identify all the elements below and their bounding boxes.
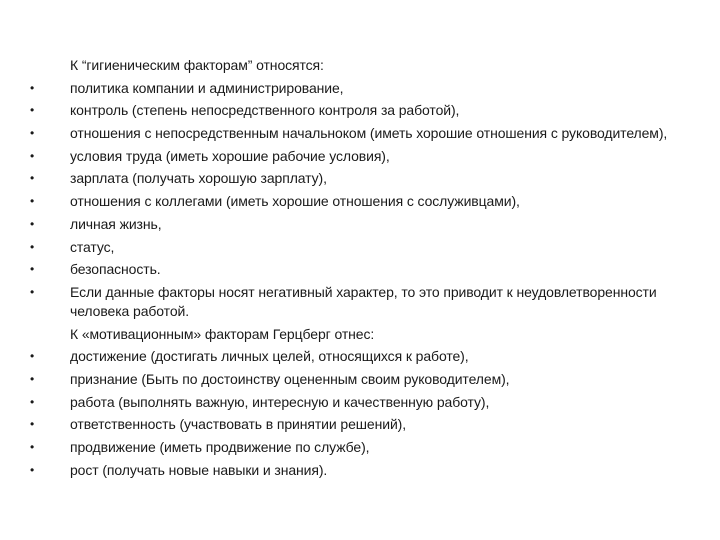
list-item [30,79,690,98]
list-item [30,461,690,480]
list-item [30,370,690,389]
bullet-icon: • [30,262,35,277]
bullet-icon: • [30,80,35,95]
bullet-icon: • [30,148,35,163]
list-item-text: статус, [70,238,115,255]
bullet-icon: • [30,216,35,231]
list-item-text: безопасность. [70,261,161,278]
list-item [30,147,690,166]
paragraph-text: К «мотивационным» факторам Герцберг отнес: [70,325,375,342]
list-item-text: признание (Быть по достоинству оцененным своим руководителем), [70,370,510,387]
list-item [30,415,690,434]
bullet-icon: • [30,462,35,477]
list-item [30,215,690,234]
list-item-text: зарплата (получать хорошую зарплату), [70,170,327,187]
bullet-icon: • [30,239,35,254]
list-item-text: отношения с непосредственным начальноком (иметь хорошие отношения с руководителем), [70,125,668,142]
list-item-text: отношения с коллегами (иметь хорошие отношения с сослуживцами), [70,193,520,210]
bullet-icon: • [30,371,35,386]
paragraph-text: К “гигиеническим факторам” относятся: [70,57,324,73]
slide-body [30,56,690,483]
list-item-text: продвижение (иметь продвижение по службе), [70,439,370,455]
list-item [30,192,690,211]
bullet-icon: • [30,284,35,299]
list-item-text: контроль (степень непосредственного контроля за работой), [70,102,460,119]
list-item-text: личная жизнь, [70,215,162,232]
paragraph [30,56,690,75]
list-item [30,438,690,457]
list-item-text: политика компании и администрирование, [70,79,344,96]
bullet-icon: • [30,194,35,209]
bullet-icon: • [30,394,35,409]
bullet-icon: • [30,103,35,118]
list-item [30,347,690,366]
bullet-icon: • [30,440,35,454]
list-item [30,393,690,412]
list-item [30,124,690,143]
list-item-text: работа (выполнять важную, интересную и качественную работу), [70,393,490,410]
paragraph [30,325,690,344]
list-item [30,260,690,279]
list-item [30,283,690,321]
bullet-icon: • [30,126,35,141]
list-item-text: условия труда (иметь хорошие рабочие условия), [70,147,390,164]
list-item-text: достижение (достигать личных целей, относящихся к работе), [70,348,469,365]
list-item-text: Если данные факторы носят негативный характер, то это приводит к неудовлетворенности человека работой. [70,283,657,319]
bullet-icon: • [30,349,35,364]
list-item-text: ответственность (участвовать в принятии решений), [70,416,407,433]
list-item [30,238,690,257]
bullet-icon: • [30,171,35,186]
bullet-icon: • [30,417,35,432]
list-item [30,101,690,120]
list-item-text: рост (получать новые навыки и знания). [70,461,328,478]
list-item [30,169,690,188]
